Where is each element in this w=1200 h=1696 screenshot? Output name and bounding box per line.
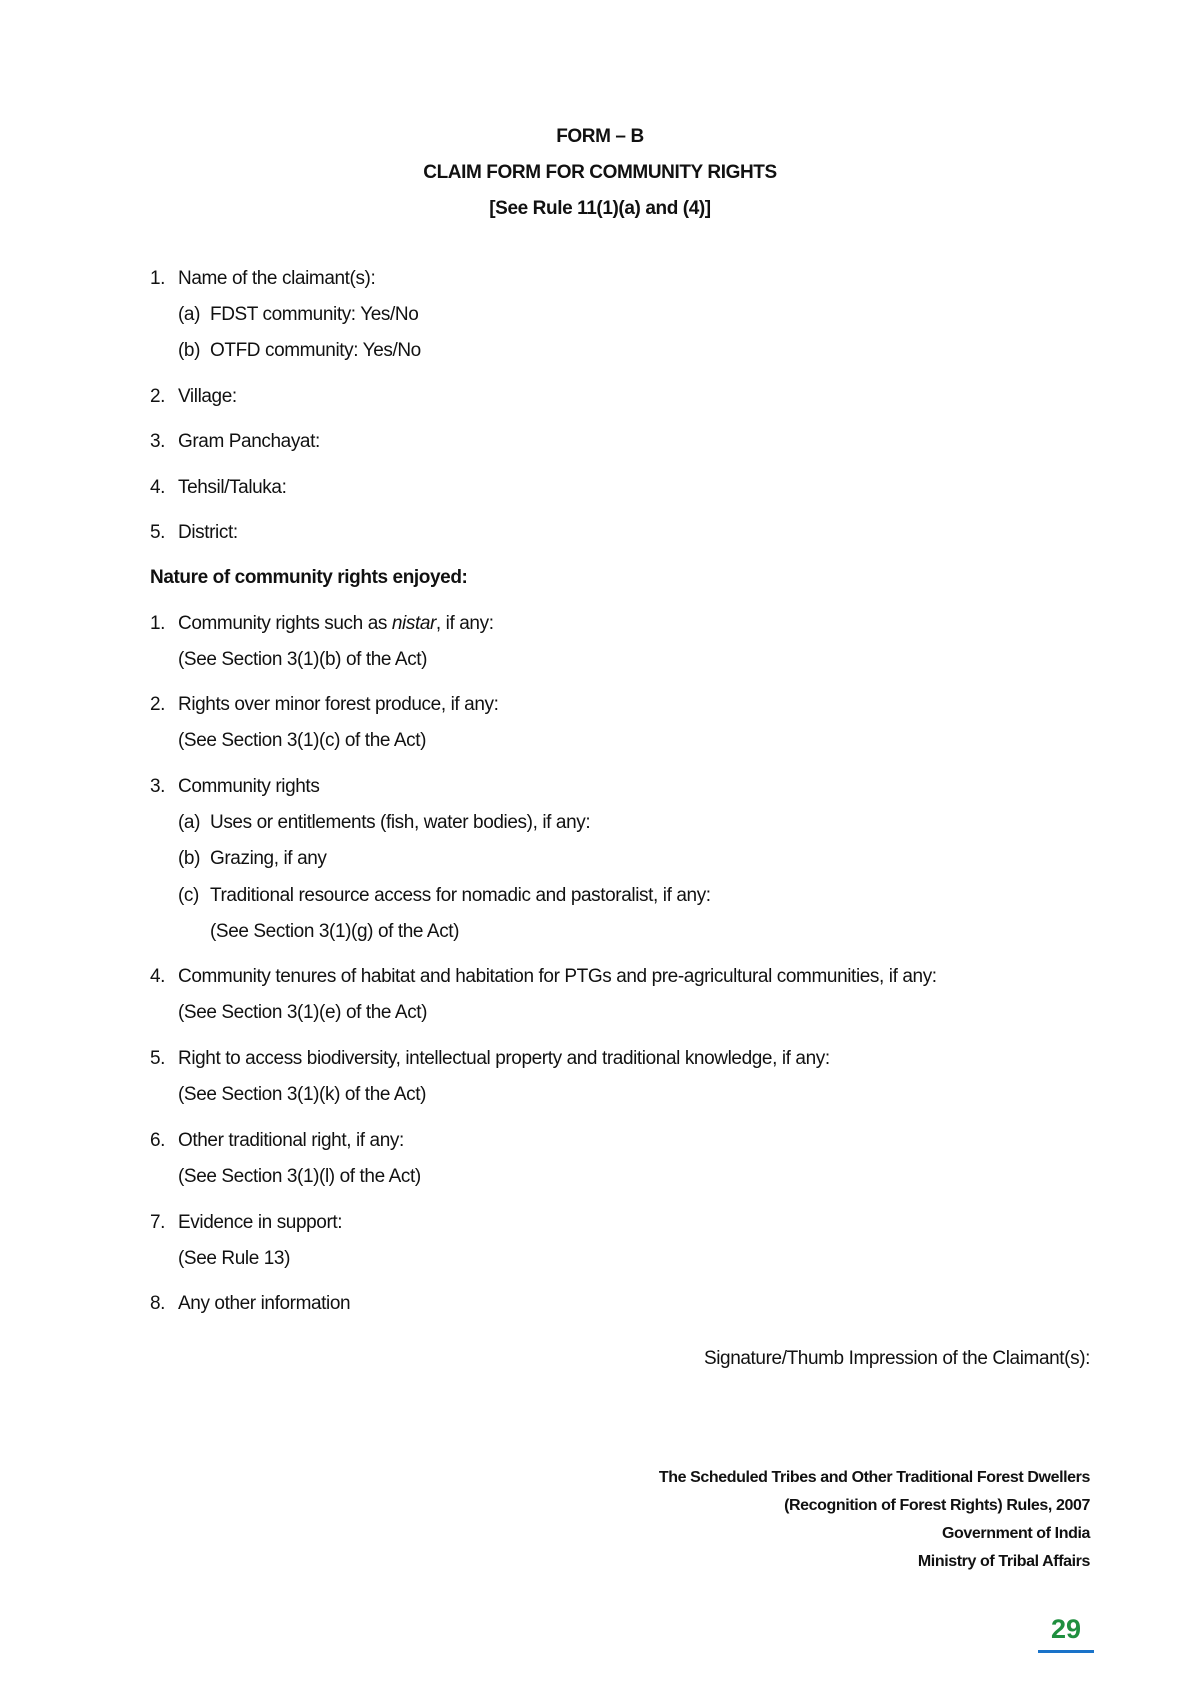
rights-item-evidence: 7. Evidence in support: [150,1212,343,1233]
rights-item-minor-forest-produce: 2. Rights over minor forest produce, if any: [150,694,499,715]
footer-line-act: The Scheduled Tribes and Other Traditional Forest Dwellers [658,1469,1090,1486]
footer-line-rules: (Recognition of Forest Rights) Rules, 2007 [784,1497,1090,1514]
rule-reference: [See Rule 11(1)(a) and (4)] [489,198,711,219]
claimant-subitem-fdst: (a) FDST community: Yes/No [178,304,419,325]
claimant-item-district: 5. District: [150,522,238,543]
claimant-item-tehsil: 4. Tehsil/Taluka: [150,477,287,498]
rights-item-other-traditional: 6. Other traditional right, if any: [150,1130,404,1151]
rights-item-other-information: 8. Any other information [150,1293,351,1314]
rights-subitem-uses: (a) Uses or entitlements (fish, water bodies), if any: [178,812,591,833]
page-number: 29 [1050,1614,1082,1644]
rights-item-community-tenures: 4. Community tenures of habitat and habitation for PTGs and pre-agricultural communities, if any: [150,966,937,987]
signature-label: Signature/Thumb Impression of the Claimant(s): [703,1348,1090,1369]
form-title: CLAIM FORM FOR COMMUNITY RIGHTS [423,162,777,183]
page-number-underline [1038,1650,1094,1653]
rights-item-community-rights-ref: (See Section 3(1)(g) of the Act) [210,921,460,942]
claimant-item-village: 2. Village: [150,386,237,407]
footer-line-government: Government of India [942,1525,1090,1542]
rights-item-community-rights: 3. Community rights [150,776,320,797]
form-label: FORM – B [556,126,644,147]
rights-item-biodiversity-ref: (See Section 3(1)(k) of the Act) [178,1084,427,1105]
rights-item-minor-forest-produce-ref: (See Section 3(1)(c) of the Act) [178,730,427,751]
claimant-item-gram-panchayat: 3. Gram Panchayat: [150,431,320,452]
rights-item-biodiversity: 5. Right to access biodiversity, intellectual property and traditional knowledge, if any: [150,1048,830,1069]
rights-subitem-grazing: (b) Grazing, if any [178,848,327,869]
rights-heading: Nature of community rights enjoyed: [150,567,468,588]
rights-item-other-traditional-ref: (See Section 3(1)(l) of the Act) [178,1166,421,1187]
claimant-subitem-otfd: (b) OTFD community: Yes/No [178,340,421,361]
rights-item-community-tenures-ref: (See Section 3(1)(e) of the Act) [178,1002,428,1023]
footer-line-ministry: Ministry of Tribal Affairs [917,1553,1090,1570]
rights-subitem-traditional-access: (c) Traditional resource access for nomadic and pastoralist, if any: [178,885,711,906]
claimant-item-name: 1. Name of the claimant(s): [150,268,376,289]
rights-item-nistar: 1. Community rights such as nistar, if any: [150,613,494,634]
rights-item-nistar-ref: (See Section 3(1)(b) of the Act) [178,649,428,670]
rights-item-evidence-ref: (See Rule 13) [178,1248,291,1269]
